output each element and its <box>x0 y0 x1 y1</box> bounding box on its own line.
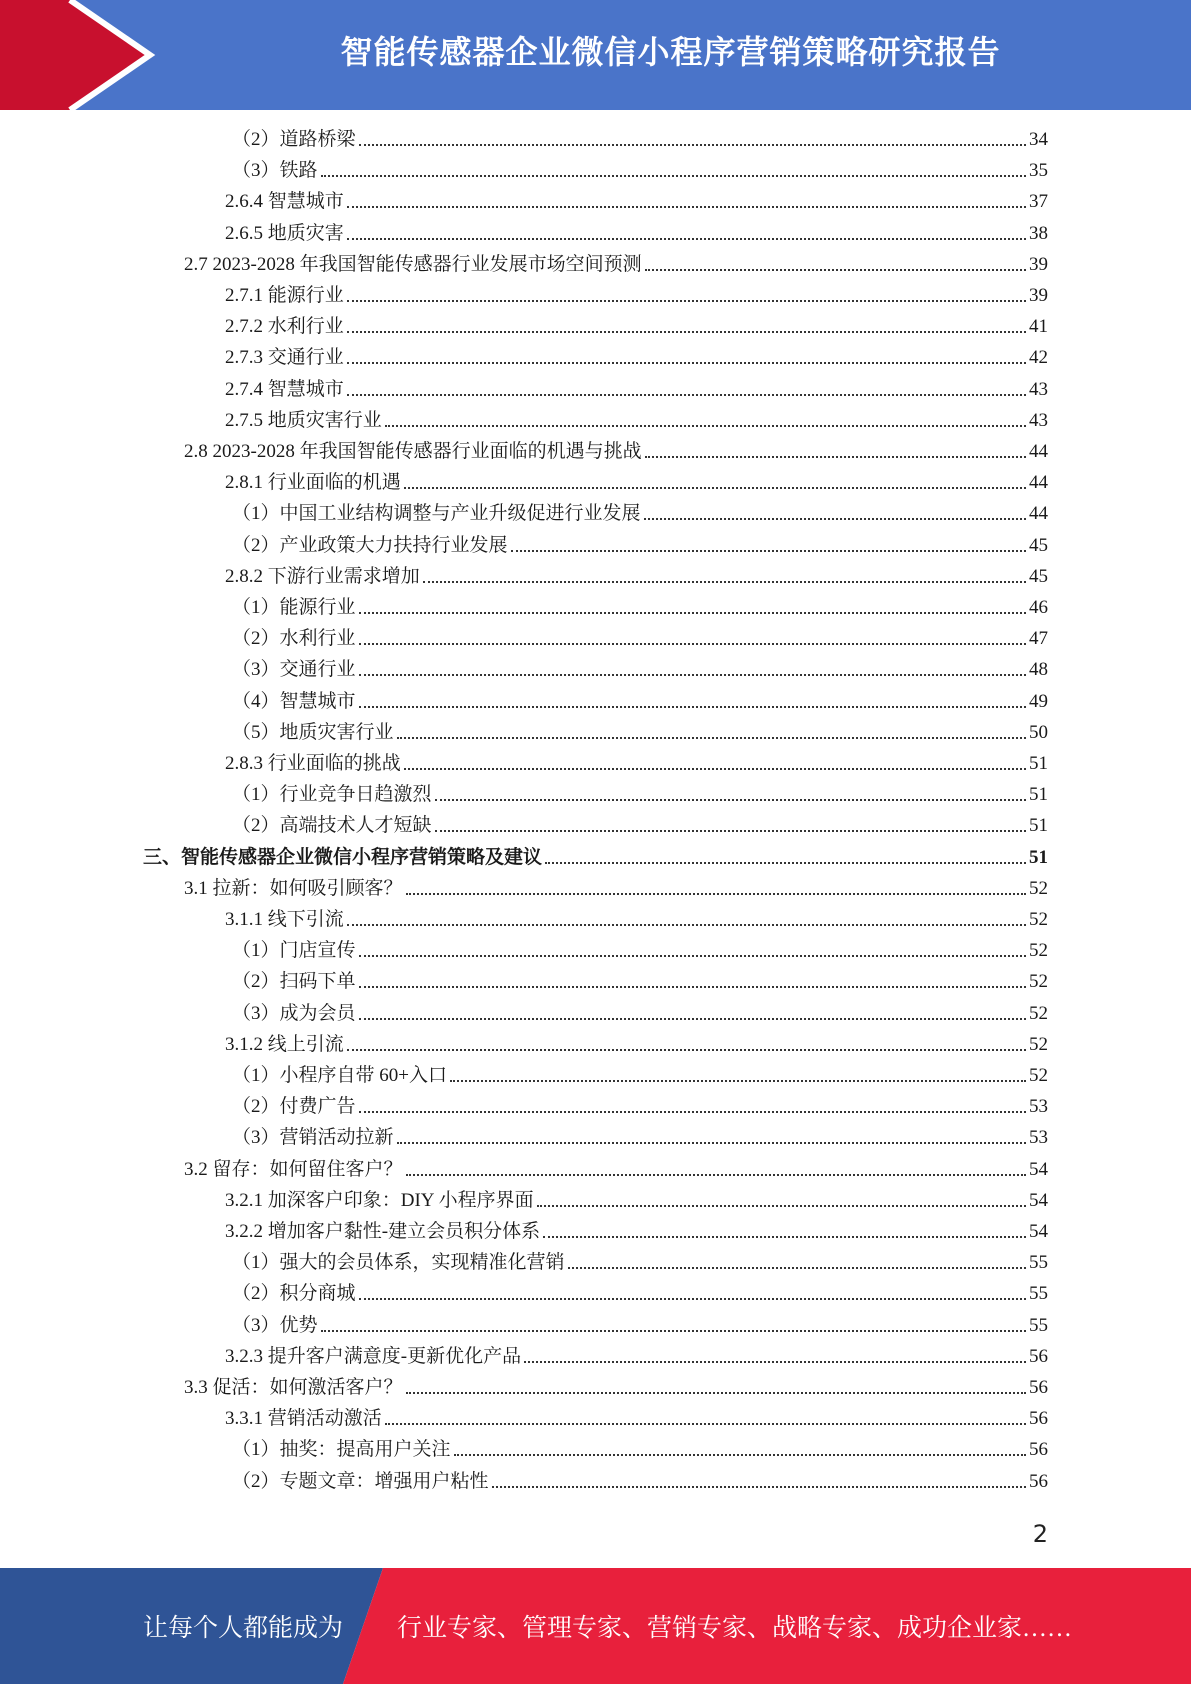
toc-entry-page: 52 <box>1029 971 1048 993</box>
toc-leader-dots <box>359 611 1026 614</box>
toc-entry-page: 34 <box>1029 129 1048 150</box>
toc-entry-page: 55 <box>1029 1314 1048 1336</box>
toc-entry-label: 2.8 2023-2028 年我国智能传感器行业面临的机遇与挑战 <box>184 441 642 462</box>
toc-entry[interactable] <box>225 339 1048 370</box>
toc-entry-page: 51 <box>1029 846 1048 868</box>
toc-entry-label: 2.7.1 能源行业 <box>225 285 344 306</box>
toc-leader-dots <box>359 985 1026 988</box>
toc-entry-page: 41 <box>1029 316 1048 338</box>
toc-leader-dots <box>406 1391 1026 1394</box>
toc-entry-label: 2.8.3 行业面临的挑战 <box>225 753 401 774</box>
toc-entry-page: 46 <box>1029 597 1048 618</box>
toc-entry-label: 3.1 拉新：如何吸引顾客？ <box>184 877 403 899</box>
toc-leader-dots <box>568 1266 1026 1269</box>
toc-entry-page: 52 <box>1029 940 1048 962</box>
toc-entry-label: （5）地质灾害行业 <box>232 721 394 743</box>
toc-entry-label: 2.7.4 智慧城市 <box>225 378 344 400</box>
toc-entry-label: 2.7.3 交通行业 <box>225 347 344 369</box>
toc-leader-dots <box>347 361 1026 364</box>
toc-entry-label: 2.8.1 行业面临的机遇 <box>225 472 401 494</box>
toc-leader-dots <box>385 1422 1026 1425</box>
toc-leader-dots <box>347 237 1026 240</box>
toc-leader-dots <box>454 1453 1026 1456</box>
toc-entry-label: （1）行业竞争日趋激烈 <box>232 784 432 806</box>
toc-entry[interactable] <box>232 651 1048 682</box>
toc-entry-label: （2）高端技术人才短缺 <box>232 815 432 837</box>
toc-entry-label: （3）优势 <box>232 1314 318 1336</box>
toc-leader-dots <box>524 1360 1026 1363</box>
toc-entry-label: （2）专题文章：增强用户粘性 <box>232 1470 489 1492</box>
toc-entry-label: 3.2.1 加深客户印象：DIY 小程序界面 <box>225 1189 534 1211</box>
toc-entry[interactable] <box>184 1369 1048 1400</box>
red-chevron-icon <box>0 0 160 110</box>
toc-leader-dots <box>359 673 1026 676</box>
toc-entry[interactable] <box>225 901 1048 932</box>
toc-entry-page: 38 <box>1029 222 1048 244</box>
toc-leader-dots <box>406 1173 1026 1176</box>
toc-leader-dots <box>545 861 1026 864</box>
toc-entry-label: 3.1.1 线下引流 <box>225 909 344 930</box>
toc-entry[interactable] <box>232 776 1048 807</box>
toc-entry-page: 52 <box>1029 877 1048 899</box>
toc-leader-dots <box>347 393 1026 396</box>
toc-entry[interactable] <box>184 1151 1048 1182</box>
toc-leader-dots <box>347 205 1026 208</box>
toc-entry-page: 56 <box>1029 1439 1048 1461</box>
toc-leader-dots <box>404 767 1026 770</box>
toc-leader-dots <box>435 798 1026 801</box>
toc-entry-page: 51 <box>1029 753 1048 774</box>
toc-entry[interactable] <box>232 527 1048 558</box>
toc-entry[interactable] <box>232 995 1048 1026</box>
toc-entry-page: 45 <box>1029 534 1048 556</box>
toc-entry-label: （1）强大的会员体系，实现精准化营销 <box>232 1252 565 1274</box>
toc-leader-dots <box>406 892 1026 895</box>
toc-entry[interactable] <box>225 464 1048 495</box>
toc-entry-label: 2.6.5 地质灾害 <box>225 222 344 244</box>
toc-leader-dots <box>397 736 1026 739</box>
toc-entry[interactable] <box>232 963 1048 994</box>
toc-entry[interactable] <box>225 1213 1048 1244</box>
toc-entry-label: （4）智慧城市 <box>232 690 356 712</box>
toc-entry-page: 56 <box>1029 1470 1048 1492</box>
toc-entry[interactable] <box>232 1431 1048 1462</box>
toc-leader-dots <box>321 1329 1026 1332</box>
toc-entry[interactable] <box>225 183 1048 214</box>
toc-entry[interactable] <box>225 1026 1048 1057</box>
toc-entry-label: （2）扫码下单 <box>232 971 356 993</box>
toc-entry[interactable] <box>225 277 1048 308</box>
toc-entry[interactable] <box>232 1275 1048 1306</box>
toc-entry[interactable] <box>232 1244 1048 1275</box>
toc-entry-page: 51 <box>1029 784 1048 806</box>
toc-entry[interactable] <box>184 433 1048 464</box>
toc-entry-page: 49 <box>1029 690 1048 712</box>
report-title: 智能传感器企业微信小程序营销策略研究报告 <box>340 33 1001 71</box>
toc-entry-label: 3.3.1 营销活动激活 <box>225 1408 382 1430</box>
toc-entry-page: 48 <box>1029 659 1048 681</box>
report-header <box>0 0 1191 110</box>
toc-entry[interactable] <box>232 714 1048 745</box>
toc-entry[interactable] <box>225 308 1048 339</box>
toc-entry[interactable] <box>225 1338 1048 1369</box>
toc-entry-page: 54 <box>1029 1158 1048 1180</box>
toc-leader-dots <box>359 1297 1026 1300</box>
toc-leader-dots <box>359 705 1026 708</box>
toc-entry-label: （1）能源行业 <box>232 597 356 618</box>
toc-entry[interactable] <box>232 620 1048 651</box>
toc-entry[interactable] <box>225 371 1048 402</box>
toc-entry-label: （3）营销活动拉新 <box>232 1127 394 1149</box>
toc-entry-label: （1）抽奖：提高用户关注 <box>232 1439 451 1461</box>
toc-entry-page: 50 <box>1029 721 1048 743</box>
toc-entry-label: 3.1.2 线上引流 <box>225 1033 344 1055</box>
toc-leader-dots <box>347 330 1026 333</box>
toc-entry[interactable] <box>232 932 1048 963</box>
toc-entry[interactable] <box>143 839 1048 870</box>
toc-leader-dots <box>359 1110 1026 1113</box>
toc-entry-page: 55 <box>1029 1283 1048 1305</box>
toc-entry[interactable] <box>225 1182 1048 1213</box>
page-number: 2 <box>1032 1520 1048 1548</box>
toc-entry-page: 54 <box>1029 1189 1048 1211</box>
toc-leader-dots <box>347 299 1026 302</box>
toc-leader-dots <box>645 268 1026 271</box>
toc-entry-page: 53 <box>1029 1127 1048 1149</box>
toc-entry-label: 3.3 促活：如何激活客户？ <box>184 1377 403 1398</box>
toc-entry[interactable] <box>232 807 1048 838</box>
toc-leader-dots <box>359 143 1026 146</box>
toc-entry-label: （1）小程序自带 60+入口 <box>232 1065 447 1086</box>
toc-entry[interactable] <box>232 1119 1048 1150</box>
toc-leader-dots <box>347 1048 1026 1051</box>
toc-entry-label: （3）交通行业 <box>232 659 356 681</box>
toc-entry-page: 52 <box>1029 1033 1048 1055</box>
toc-leader-dots <box>645 455 1026 458</box>
toc-entry-label: 2.8.2 下游行业需求增加 <box>225 565 420 587</box>
toc-entry-label: （2）付费广告 <box>232 1096 356 1118</box>
toc-entry-page: 42 <box>1029 347 1048 369</box>
toc-entry-page: 52 <box>1029 1002 1048 1024</box>
toc-entry-label: （2）产业政策大力扶持行业发展 <box>232 534 508 556</box>
toc-entry-page: 45 <box>1029 565 1048 587</box>
toc-entry-page: 56 <box>1029 1408 1048 1430</box>
toc-entry-page: 56 <box>1029 1345 1048 1367</box>
toc-entry[interactable] <box>225 745 1048 776</box>
toc-entry-label: 2.7 2023-2028 年我国智能传感器行业发展市场空间预测 <box>184 253 642 275</box>
toc-entry-label: 3.2 留存：如何留住客户？ <box>184 1158 403 1180</box>
footer-slogan-right: 行业专家、管理专家、营销专家、战略专家、成功企业家…… <box>397 1615 1073 1642</box>
toc-entry-label: （1）中国工业结构调整与产业升级促进行业发展 <box>232 503 641 525</box>
toc-leader-dots <box>397 1141 1026 1144</box>
toc-entry-page: 47 <box>1029 628 1048 650</box>
toc-entry-label: （2）水利行业 <box>232 628 356 650</box>
toc-leader-dots <box>435 829 1026 832</box>
toc-entry-page: 53 <box>1029 1096 1048 1118</box>
toc-leader-dots <box>450 1079 1026 1082</box>
toc-entry[interactable] <box>232 1463 1048 1494</box>
toc-leader-dots <box>347 923 1026 926</box>
toc-entry-label: （3）成为会员 <box>232 1002 356 1024</box>
toc-entry-page: 37 <box>1029 191 1048 213</box>
toc-entry-label: （3）铁路 <box>232 160 318 182</box>
toc-entry[interactable] <box>232 1088 1048 1119</box>
toc-entry-page: 44 <box>1029 472 1048 494</box>
toc-entry-page: 56 <box>1029 1377 1048 1398</box>
toc-entry-label: （2）道路桥梁 <box>232 129 356 150</box>
toc-entry[interactable] <box>225 558 1048 589</box>
toc-entry-page: 43 <box>1029 378 1048 400</box>
toc-entry-label: 2.7.5 地质灾害行业 <box>225 409 382 431</box>
toc-entry-page: 52 <box>1029 909 1048 930</box>
toc-entry[interactable] <box>232 1307 1048 1338</box>
toc-leader-dots <box>537 1204 1026 1207</box>
toc-entry-page: 39 <box>1029 253 1048 275</box>
toc-leader-dots <box>385 424 1026 427</box>
toc-entry-page: 39 <box>1029 285 1048 306</box>
toc-entry[interactable] <box>232 1057 1048 1088</box>
footer-slogan-left: 让每个人都能成为 <box>143 1615 344 1642</box>
toc-entry-label: 3.2.2 增加客户黏性-建立会员积分体系 <box>225 1221 541 1242</box>
toc-entry-label: 三、智能传感器企业微信小程序营销策略及建议 <box>143 846 543 868</box>
toc-entry[interactable] <box>232 152 1048 183</box>
toc-leader-dots <box>359 642 1026 645</box>
toc-entry[interactable] <box>232 121 1048 152</box>
toc-leader-dots <box>321 174 1026 177</box>
toc-entry-page: 35 <box>1029 160 1048 182</box>
toc-entry-label: 2.6.4 智慧城市 <box>225 191 344 213</box>
toc-entry-label: 2.7.2 水利行业 <box>225 316 344 338</box>
toc-leader-dots <box>492 1485 1026 1488</box>
toc-entry[interactable] <box>225 402 1048 433</box>
toc-entry[interactable] <box>232 589 1048 620</box>
toc-entry-page: 44 <box>1029 503 1048 525</box>
toc-leader-dots <box>644 517 1026 520</box>
toc-entry-label: 3.2.3 提升客户满意度-更新优化产品 <box>225 1345 522 1367</box>
toc-leader-dots <box>543 1235 1026 1238</box>
toc-entry-page: 43 <box>1029 409 1048 431</box>
toc-entry[interactable] <box>184 870 1048 901</box>
toc-entry[interactable] <box>225 215 1048 246</box>
toc-entry[interactable] <box>232 495 1048 526</box>
toc-entry-page: 54 <box>1029 1221 1048 1242</box>
toc-entry-page: 44 <box>1029 441 1048 462</box>
toc-leader-dots <box>359 954 1026 957</box>
toc-leader-dots <box>359 1017 1026 1020</box>
footer-banner <box>0 1568 1191 1684</box>
toc-entry-page: 51 <box>1029 815 1048 837</box>
toc-entry-label: （2）积分商城 <box>232 1283 356 1305</box>
toc-leader-dots <box>404 486 1026 489</box>
toc-entry[interactable] <box>232 683 1048 714</box>
toc-entry[interactable] <box>184 246 1048 277</box>
toc-leader-dots <box>423 580 1026 583</box>
toc-entry-page: 55 <box>1029 1252 1048 1274</box>
toc-entry-label: （1）门店宣传 <box>232 940 356 962</box>
toc-entry[interactable] <box>225 1400 1048 1431</box>
toc-leader-dots <box>511 549 1026 552</box>
toc-entry-page: 52 <box>1029 1065 1048 1086</box>
